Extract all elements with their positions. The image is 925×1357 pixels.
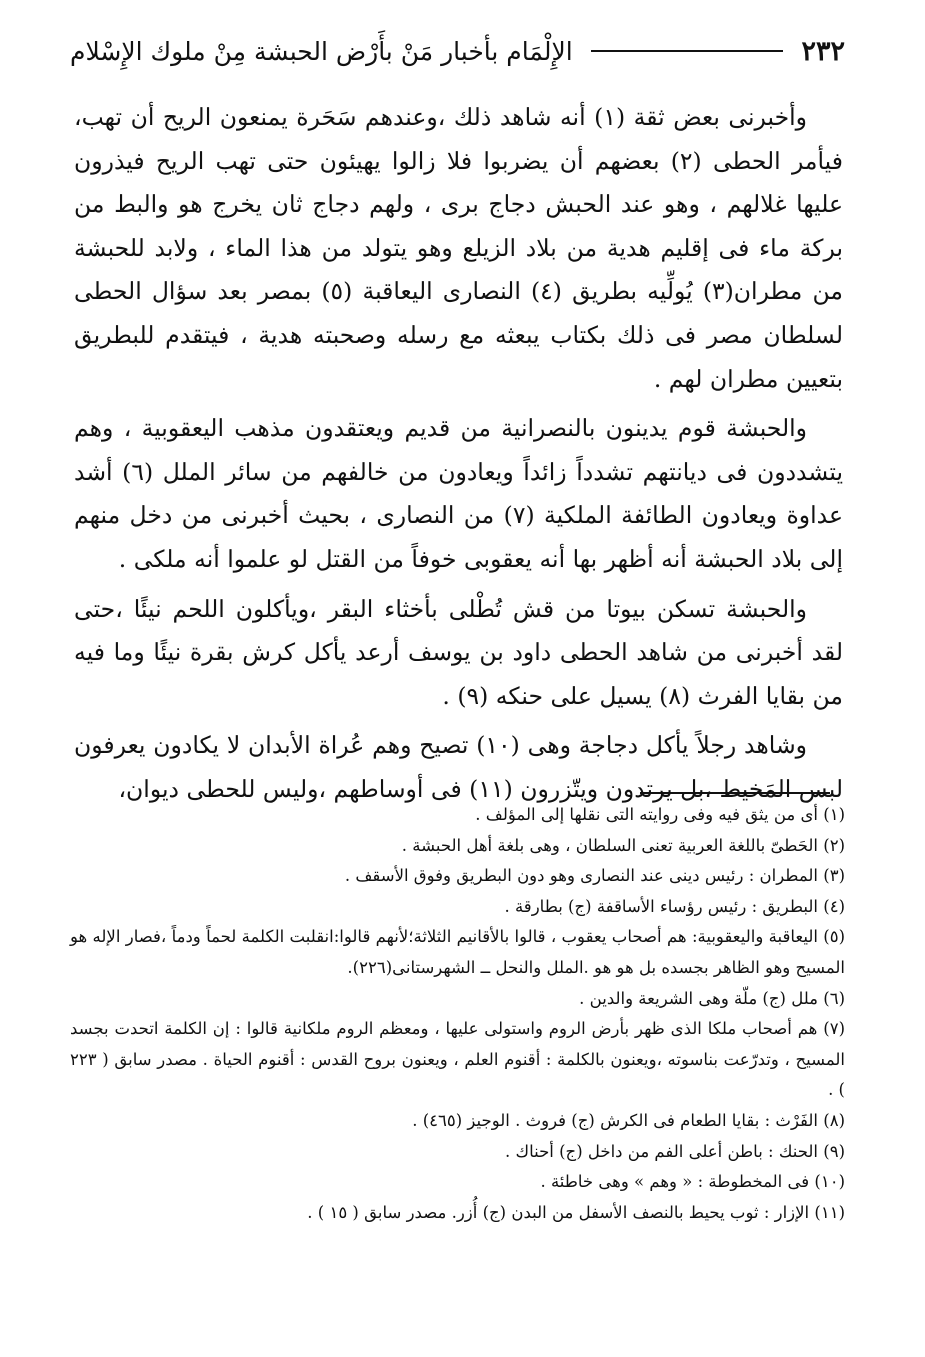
page-header [70,28,845,74]
paragraph: والحبشة قوم يدينون بالنصرانية من قديم ويعتقدون مذهب اليعقوبية ، وهم يتشددون فى ديانتهم تشدداً زائداً ويعادون من خالفهم من سائر الملل (٦) أشد عداوة ويعادون الطائفة الملكية (٧) من النصارى ، بحيث أخبرنى من دخل منهم إلى بلاد الحبشة أنه أظهر بها أنه يعقوبى خوفاً من القتل لو علموا أنه ملكى . [74,414,843,573]
footnote-5: (٥) اليعاقبة واليعقوبية: هم أصحاب يعقوب ، قالوا بالأقانيم الثلاثة؛لأنهم قالوا:انقلبت الكلمة لحماً ودماً ،فصار الإله هو المسيح وهو الظاهر بجسده بل هو هو .الملل والنحل ــ الشهرستانى(٢٢٦). [70,927,845,977]
header-rule [591,50,784,52]
footnote-separator [640,792,830,794]
footnote-10: (١٠) فى المخطوطة : « وهم » وهى خاطئة . [540,1172,845,1192]
paragraph: وأخبرنى بعض ثقة (١) أنه شاهد ذلك ،وعندهم سَحَرة يمنعون الريح أن تهب، فيأمر الحطى (٢) بعضهم أن يضربوا فلا زالوا يهيئون حتى تهب الريح فيذرون عليها غلالهم ، وهو عند الحبش دجاج برى ، ولهم دجاج ثان يخرج هو والبط من بركة ماء فى إقليم هدية من بلاد الزيلع وهو يتولد من هذا الماء ، ولابد للحبشة من مطران(٣) يُولِّيه بطريق (٤) النصارى اليعاقبة (٥) بمصر بعد سؤال الحطى لسلطان مصر فى ذلك بكتاب يبعثه مع رسله وصحبته هدية ، فيتقدم للبطريق بتعيين مطران لهم . [74,103,844,393]
footnote-7: (٧) هم أصحاب ملكا الذى ظهر بأرض الروم واستولى عليها ، ومعظم الروم ملكانية قالوا : إن الكلمة اتحدت بجسد المسيح ، وتدرّعت بناسوته ،ويعنون بالكلمة : أقنوم العلم ، ويعنون بروح القدس : أقنوم الحياة . مصدر سابق ( ٢٢٣ ) . [70,1019,845,1100]
footnote-4: (٤) البطريق : رئيس رؤساء الأساقفة (ج) بطارقة . [504,896,845,916]
paragraph: وشاهد رجلاً يأكل دجاجة وهى (١٠) تصيح وهم عُراة الأبدان لا يكادون يعرفون لبس المَخيط ،بل يرتدون ويتّزرون (١١) فى أوساطهم ،وليس للحطى ديوان، [74,731,843,803]
running-title: الإِلْمَام بأخبار مَنْ بأَرْض الحبشة مِنْ ملوك الإِسْلام [70,36,573,66]
footnote-8: (٨) الفَرْث : بقايا الطعام فى الكرش (ج) فروث . الوجيز (٤٦٥) . [412,1110,845,1130]
main-text [74,96,843,818]
footnote-3: (٣) المطران : رئيس دينى عند النصارى وهو دون البطريق وفوق الأسقف . [344,866,845,886]
footnote-6: (٦) ملل (ج) ملّة وهى الشريعة والدين . [579,988,845,1008]
footnote-1: (١) أى من يثق فيه وفى روايته التى نقلها إلى المؤلف . [475,805,845,824]
footnote-9: (٩) الحنك : باطن أعلى الفم من داخل (ج) أحناك . [505,1141,845,1161]
paragraph: والحبشة تسكن بيوتا من قش تُطْلى بأخثاء البقر ،ويأكلون اللحم نيئًا ،حتى لقد أخبرنى من شاهد الحطى داود بن يوسف أرعد يأكل كرش بقرة نيئًا وما فيه من بقايا الفرث (٨) يسيل على حنكه (٩) . [74,594,843,710]
footnotes [70,800,845,1228]
page-number: ٢٣٢ [801,35,845,67]
footnote-2: (٢) الحَطىّ باللغة العربية تعنى السلطان ، وهى بلغة أهل الحبشة . [401,835,845,855]
footnote-11: (١١) الإزار : ثوب يحيط بالنصف الأسفل من البدن (ج) أُزر. مصدر سابق ( ١٥ ) . [307,1202,845,1222]
